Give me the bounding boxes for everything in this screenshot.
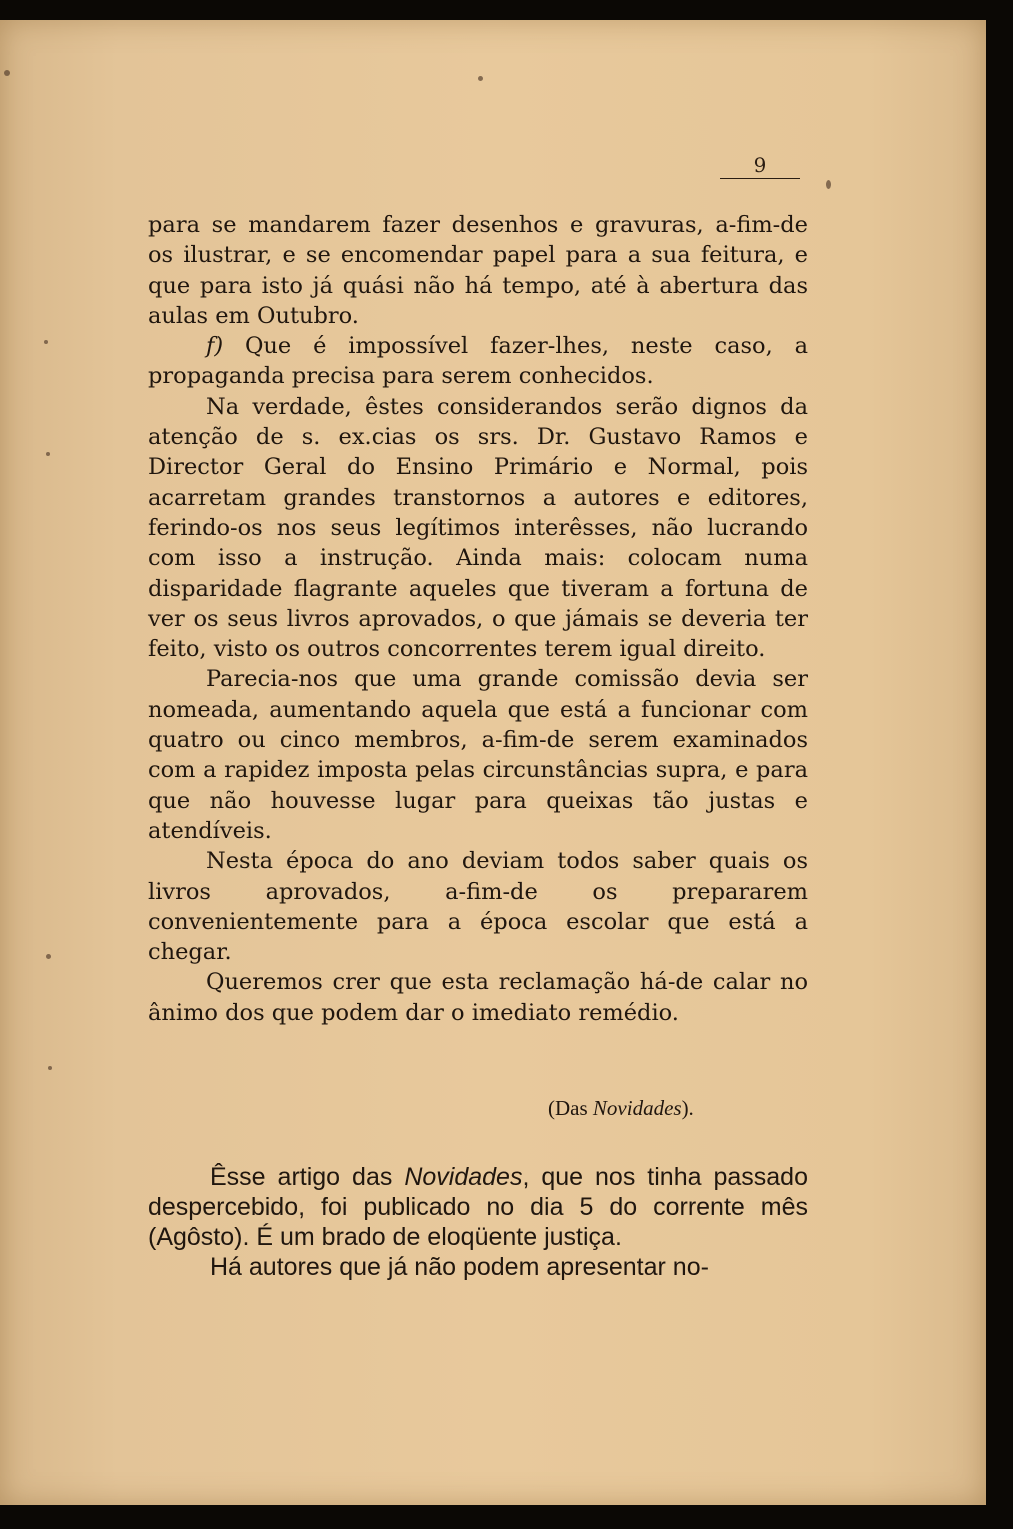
commentary-newspaper-title: Novidades	[404, 1163, 523, 1191]
paragraph-text: Na verdade, êstes considerandos serão dignos da atenção de s. ex.cias os srs. Dr. Gustavo Ramos e Director Geral do Ensino Primário e Normal, pois acarretam grandes transtornos a autores e editores, ferindo-os nos seus legítimos interêsses, não lucrando com isso a instrução. Ainda mais: colocam numa disparidade flagrante aqueles que tiveram a fortuna de ver os seus livros aprovados, o que jámais se deveria ter feito, visto os outros concorrentes terem igual direito.	[148, 393, 808, 663]
paper-speck	[46, 452, 50, 456]
paragraph-text: Nesta época do ano deviam todos saber quais os livros aprovados, a-fim-de os prepararem convenientemente para a época escolar que está a chegar.	[148, 848, 808, 966]
article-paragraph	[148, 846, 808, 967]
source-citation	[548, 1096, 694, 1121]
paragraph-text: Que é impossível fazer-lhes, neste caso, a propaganda precisa para serem conhecidos.	[148, 333, 808, 390]
article-paragraph	[148, 967, 808, 1028]
author-commentary	[148, 1162, 808, 1282]
paragraph-text: para se mandarem fazer desenhos e gravuras, a-fim-de os ilustrar, e se encomendar papel para a sua feitura, e que para isto já quási não há tempo, até à abertura das aulas em Outubro.	[148, 212, 808, 329]
citation-open: (Das	[548, 1096, 593, 1120]
commentary-text: Êsse artigo das	[210, 1163, 405, 1191]
article-paragraph	[148, 331, 808, 392]
commentary-paragraph	[148, 1162, 808, 1252]
article-paragraph	[148, 392, 808, 665]
paragraph-text: Queremos crer que esta reclamação há-de calar no ânimo dos que podem dar o imediato remédio.	[148, 969, 808, 1026]
article-paragraph	[148, 210, 808, 331]
commentary-text: Há autores que já não podem apresentar no-	[210, 1253, 709, 1281]
item-marker: f)	[206, 333, 224, 360]
citation-close: ).	[681, 1096, 694, 1120]
paper-speck	[44, 340, 48, 344]
page-number: 9	[720, 152, 800, 179]
paper-speck	[478, 76, 483, 81]
article-paragraph	[148, 664, 808, 846]
paper-speck	[4, 70, 10, 76]
commentary-paragraph	[148, 1252, 808, 1282]
quoted-article	[148, 210, 808, 1028]
paper-speck	[826, 180, 831, 189]
paper-speck	[46, 954, 51, 959]
paper-speck	[48, 1066, 52, 1070]
citation-title: Novidades	[592, 1096, 682, 1120]
paragraph-text: Parecia-nos que uma grande comissão devia ser nomeada, aumentando aquela que está a funcionar com quatro ou cinco membros, a-fim-de serem examinados com a rapidez imposta pelas circunstâncias supra, e para que não houvesse lugar para queixas tão justas e atendíveis.	[148, 666, 808, 844]
commentary-text: , que nos tinha passado despercebido, foi publicado no dia 5 do corrente mês (Agôsto). É um brado de eloqüente justiça.	[148, 1163, 808, 1251]
